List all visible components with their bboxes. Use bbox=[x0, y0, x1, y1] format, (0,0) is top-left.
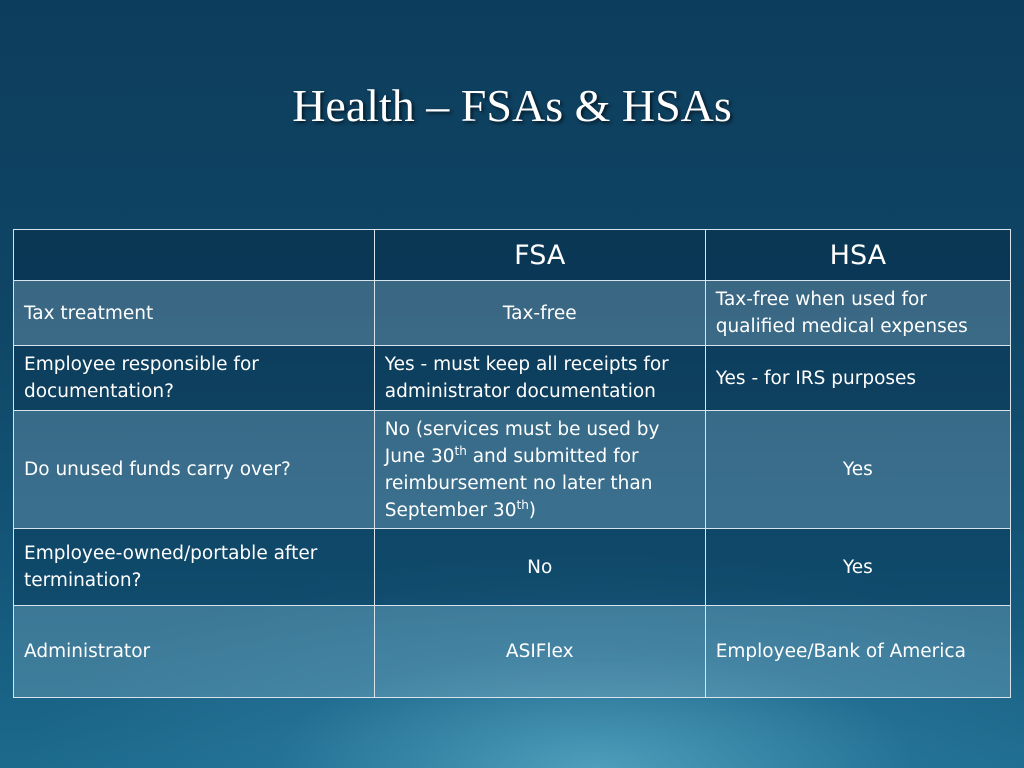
hsa-cell: Employee/Bank of America bbox=[705, 606, 1010, 698]
table-row bbox=[14, 606, 1011, 698]
superscript: th bbox=[516, 497, 529, 512]
table-row bbox=[14, 411, 1011, 529]
row-label: Administrator bbox=[14, 606, 375, 698]
header-fsa: FSA bbox=[374, 230, 705, 281]
row-label: Employee-owned/portable after termination? bbox=[14, 529, 375, 606]
hsa-cell: Yes - for IRS purposes bbox=[705, 346, 1010, 411]
table-row bbox=[14, 281, 1011, 346]
fsa-cell: No bbox=[374, 529, 705, 606]
fsa-text-part: No (services must be used by June 30 bbox=[384, 418, 660, 467]
slide-title: Health – FSAs & HSAs bbox=[292, 80, 732, 131]
table-row bbox=[14, 346, 1011, 411]
table-row bbox=[14, 529, 1011, 606]
fsa-cell: Tax-free bbox=[374, 281, 705, 346]
row-label: Do unused funds carry over? bbox=[14, 411, 375, 529]
row-label: Employee responsible for documentation? bbox=[14, 346, 375, 411]
fsa-text-part: and submitted for reimbursement no later than September 30 bbox=[384, 445, 653, 521]
hsa-cell: Yes bbox=[705, 411, 1010, 529]
header-hsa: HSA bbox=[705, 230, 1010, 281]
table-header-row bbox=[14, 230, 1011, 281]
fsa-cell bbox=[374, 411, 705, 529]
hsa-cell: Yes bbox=[705, 529, 1010, 606]
header-empty-cell bbox=[14, 230, 375, 281]
hsa-cell: Tax-free when used for qualified medical expenses bbox=[705, 281, 1010, 346]
superscript: th bbox=[454, 443, 467, 458]
comparison-table bbox=[13, 229, 1011, 698]
row-label: Tax treatment bbox=[14, 281, 375, 346]
fsa-cell: Yes - must keep all receipts for administrator documentation bbox=[374, 346, 705, 411]
fsa-text-part: ) bbox=[528, 499, 537, 521]
fsa-cell: ASIFlex bbox=[374, 606, 705, 698]
